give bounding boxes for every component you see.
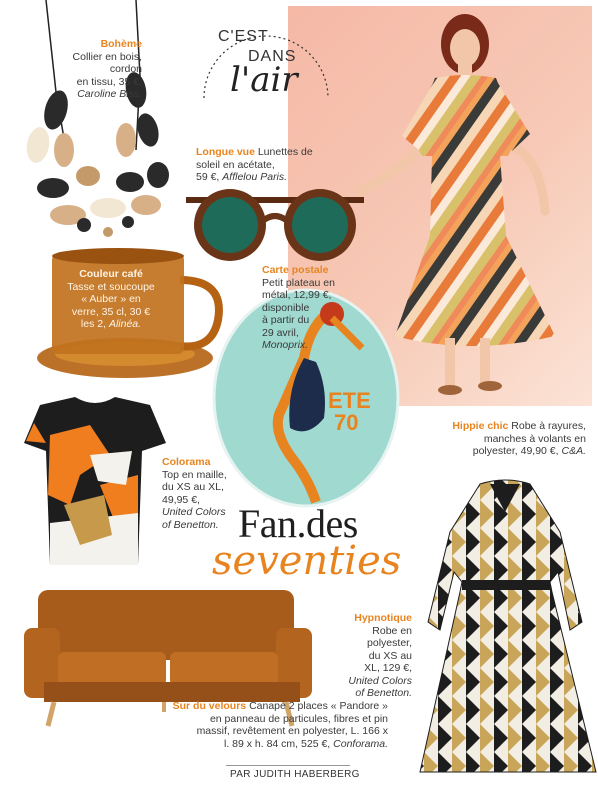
caption-couleur-cafe: Couleur café Tasse et soucoupe « Auber » en verre, 35 cl, 30 € les 2, Alinéa. xyxy=(67,268,155,330)
logo-line1: C'EST xyxy=(218,28,269,45)
pattern-dress-image xyxy=(410,472,598,782)
caption-boheme: Bohème Collier en bois, cordon en tissu, 35 €, Caroline Biss. xyxy=(72,38,142,100)
caption-longue-vue: Longue vue Lunettes de soleil en acétate, 59 €, Afflelou Paris. xyxy=(196,146,313,183)
section-logo xyxy=(196,10,336,105)
plate-text xyxy=(328,390,390,434)
logo-line2: DANS xyxy=(248,48,297,65)
logo-line3: l'air xyxy=(230,60,298,100)
caption-carte-postale: Carte postale Petit plateau en métal, 12,99 €, disponible à partir du 29 avril, Monoprix. xyxy=(262,264,335,351)
byline-divider xyxy=(226,765,350,766)
plate-text-line2: 70 xyxy=(334,410,359,435)
plate-text-line1: ETE xyxy=(328,388,371,413)
page-title-line1: Fan.des xyxy=(238,501,358,546)
caption-hippie-chic: Hippie chic Robe à rayures, manches à volants en polyester, 49,90 €, C&A. xyxy=(452,420,586,457)
knit-top-image xyxy=(20,395,170,575)
caption-sur-du-velours: Sur du velours Canapé 2 places « Pandore » en panneau de particules, fibres et pin massif, revêtement en polyester, L. 166 x l. 89 x h. 84 cm, 525 €, Conforama. xyxy=(172,700,388,750)
byline: PAR JUDITH HABERBERG xyxy=(230,769,360,780)
page-title-line2: seventies xyxy=(212,538,402,584)
caption-hypnotique: Hypnotique Robe en polyester, du XS au XL, 129 €, United Colors of Benetton. xyxy=(348,612,412,699)
caption-colorama: Colorama Top en maille, du XS au XL, 49,95 €, United Colors of Benetton. xyxy=(162,456,227,531)
